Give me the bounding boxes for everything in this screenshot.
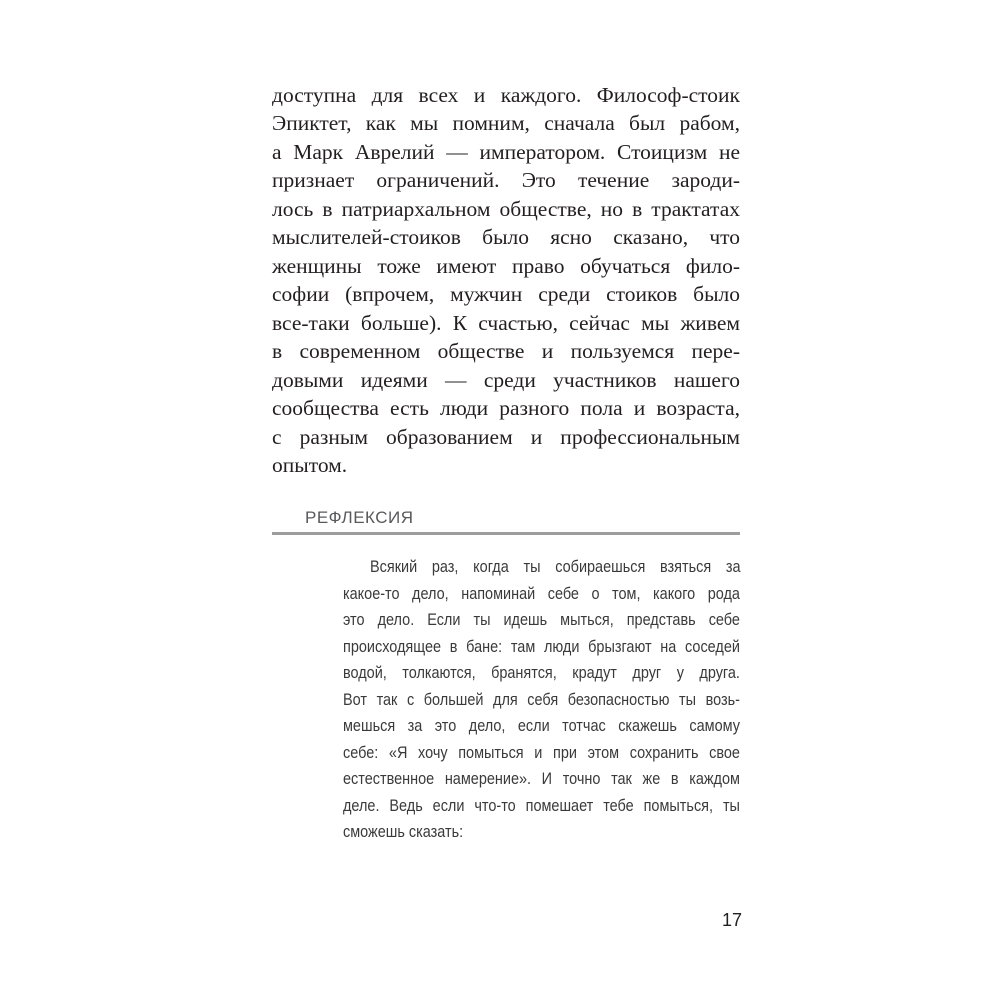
body-line: с разным образованием и профессиональным xyxy=(272,425,740,449)
body-line: признает ограничений. Это течение зароди- xyxy=(272,168,740,192)
body-line: а Марк Аврелий — императором. Стоицизм не xyxy=(272,140,740,164)
section-divider xyxy=(272,532,740,535)
body-line: Эпиктет, как мы помним, сначала был рабом, xyxy=(272,111,740,135)
body-line: софии (впрочем, мужчин среди стоиков было xyxy=(272,282,740,306)
quote-line: Вот так с большей для себя безопасностью ты возь- xyxy=(343,690,740,709)
page-number: 17 xyxy=(721,910,742,930)
body-line: мыслителей-стоиков было ясно сказано, что xyxy=(272,225,740,249)
quote-line: водой, толкаются, бранятся, крадут друг у друга. xyxy=(343,663,740,682)
section-heading: РЕФЛЕКСИЯ xyxy=(305,508,414,527)
quote-line: естественное намерение». И точно так же в каждом xyxy=(343,769,740,788)
quote-line: мешься за это дело, если тотчас скажешь самому xyxy=(343,716,740,735)
quote-line: Всякий раз, когда ты собираешься взяться за xyxy=(370,557,741,576)
body-line: сообщества есть люди разного пола и возраста, xyxy=(272,396,740,420)
body-line: лось в патриархальном обществе, но в трактатах xyxy=(272,197,740,221)
body-line: все-таки больше). К счастью, сейчас мы живем xyxy=(272,311,740,335)
body-line: женщины тоже имеют право обучаться фило- xyxy=(272,254,740,278)
quote-line: себе: «Я хочу помыться и при этом сохранить свое xyxy=(343,743,740,762)
body-line: в современном обществе и пользуемся пере- xyxy=(272,339,740,363)
quote-line: сможешь сказать: xyxy=(343,822,464,841)
quote-line: деле. Ведь если что-то помешает тебе помыться, ты xyxy=(343,796,740,815)
body-line: доступна для всех и каждого. Философ-стоик xyxy=(272,83,740,107)
body-line: опытом. xyxy=(272,453,348,477)
quote-line: это дело. Если ты идешь мыться, представь себе xyxy=(343,610,740,629)
body-line: довыми идеями — среди участников нашего xyxy=(272,368,740,392)
quote-line: происходящее в бане: там люди брызгают на соседей xyxy=(343,637,740,656)
quote-line: какое-то дело, напоминай себе о том, какого рода xyxy=(343,584,740,603)
